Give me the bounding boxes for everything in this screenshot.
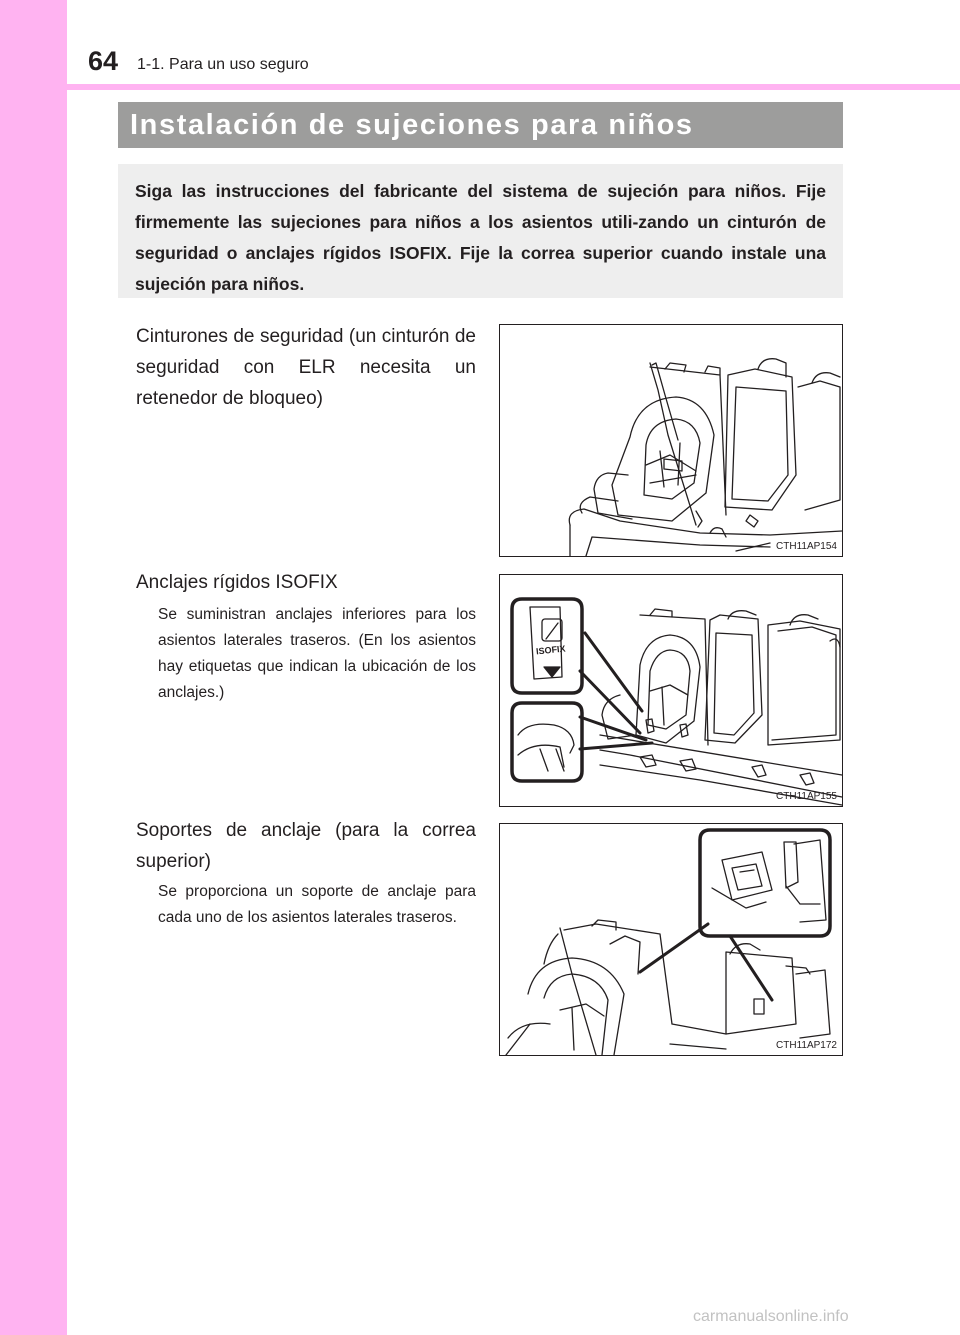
watermark: carmanualsonline.info xyxy=(693,1308,849,1325)
item-isofix-label: Anclajes rígidos ISOFIX xyxy=(136,572,338,593)
item-seat-belts-label: Cinturones de seguridad (un cinturón de seguridad con ELR necesita un retenedor de bloqueo) xyxy=(136,326,476,409)
image-code: CTH11AP154 xyxy=(776,541,837,552)
child-seat-belt-drawing xyxy=(500,325,842,556)
intro-box: Siga las instrucciones del fabricante del sistema de sujeción para niños. Fije firmemente las sujeciones para niños a los asientos utili-zando un cinturón de seguridad o anclajes rígidos ISOFIX. Fije la correa superior cuando instale una sujeción para niños. xyxy=(118,164,843,298)
side-color-band xyxy=(0,0,67,1335)
section-title: Instalación de sujeciones para niños xyxy=(118,102,843,148)
page-number: 64 xyxy=(88,46,119,76)
illustration-seat-belt-install xyxy=(499,324,843,557)
section-reference: 1-1. Para un uso seguro xyxy=(137,56,309,73)
item-isofix-note: Se suministran anclajes inferiores para los asientos laterales traseros. (En los asientos hay etiquetas que indican la ubicación de los anclajes.) xyxy=(158,606,476,701)
header-rule xyxy=(67,84,960,90)
isofix-tag-text: ISOFIX xyxy=(535,643,566,657)
item-top-tether-note: Se proporciona un soporte de anclaje para cada uno de los asientos laterales traseros. xyxy=(158,883,476,926)
image-code: CTH11AP172 xyxy=(776,1040,837,1051)
tether-anchor-drawing xyxy=(500,824,842,1055)
illustration-tether-anchor xyxy=(499,823,843,1056)
image-code: CTH11AP155 xyxy=(776,791,837,802)
illustration-isofix-anchors xyxy=(499,574,843,807)
isofix-anchor-drawing xyxy=(500,575,842,806)
item-top-tether-label: Soportes de anclaje (para la correa superior) xyxy=(136,820,476,872)
